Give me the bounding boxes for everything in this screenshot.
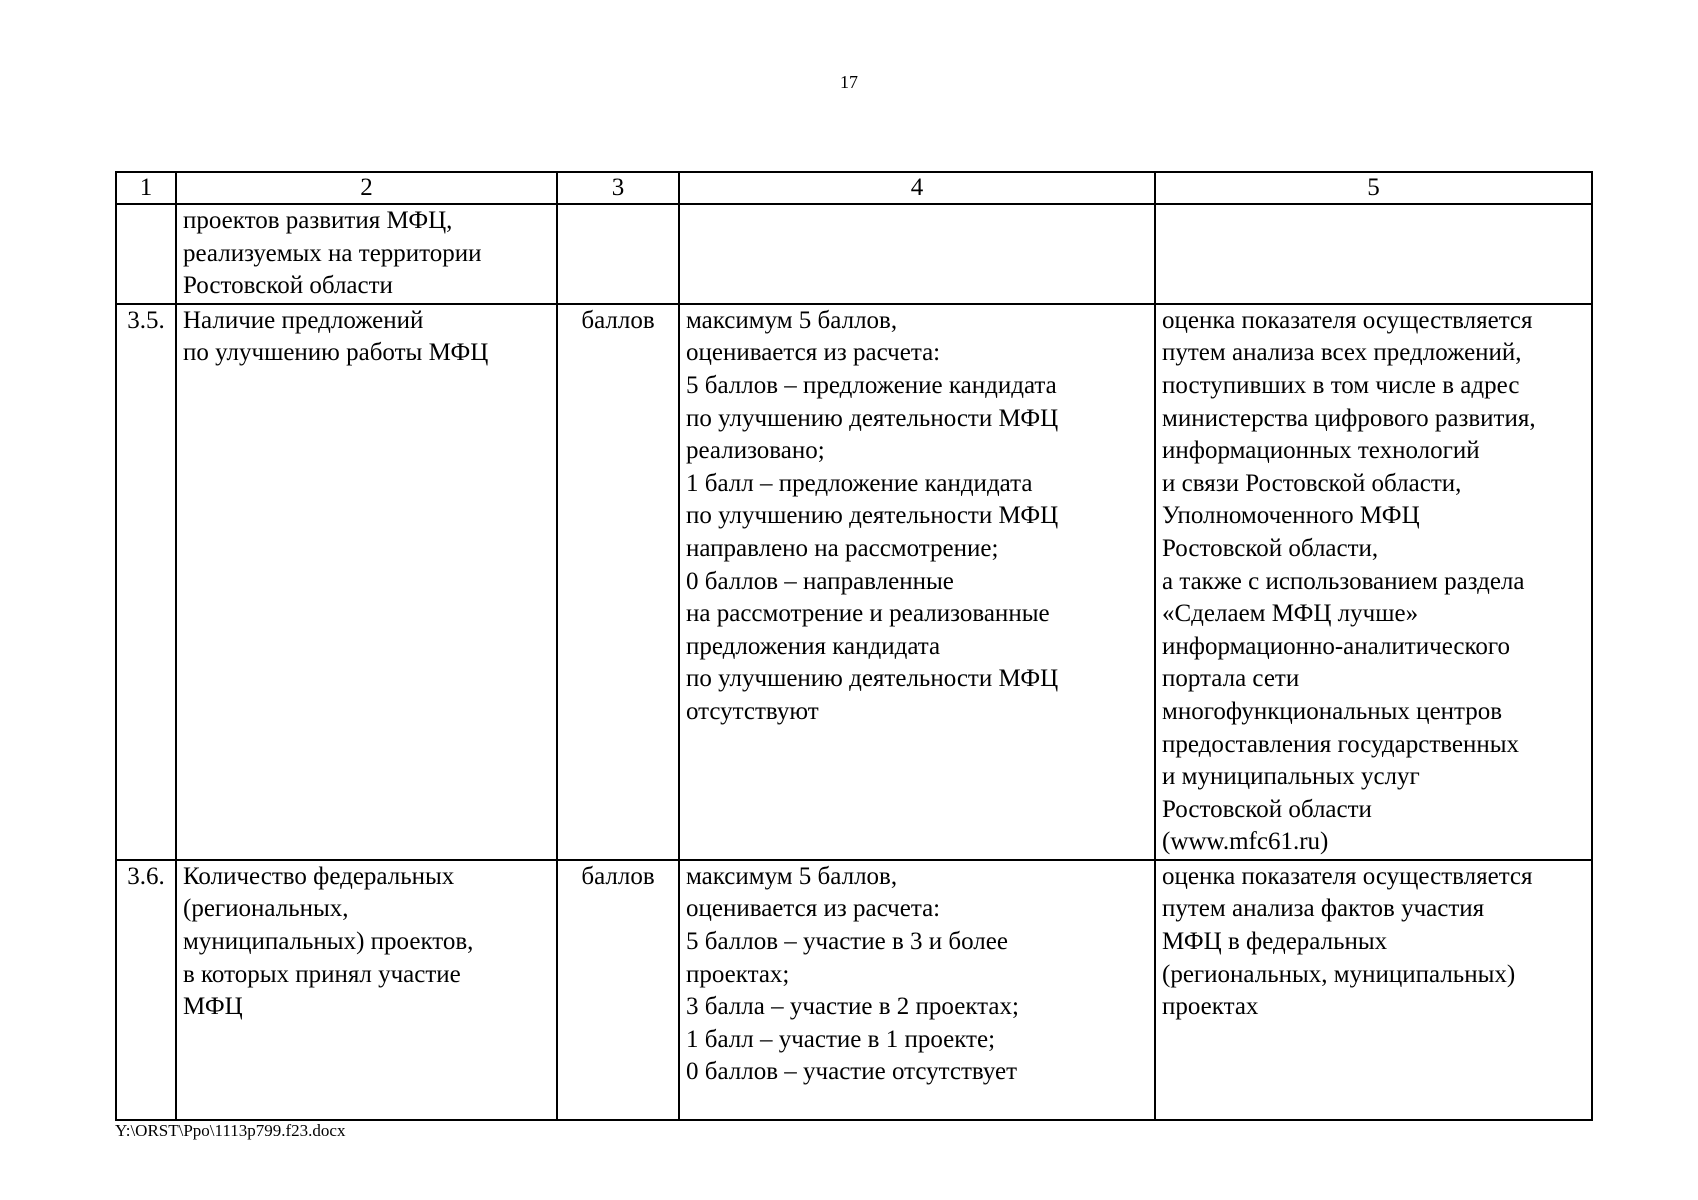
header-cell-5: 5 bbox=[1155, 172, 1592, 204]
row-number-cell: 3.5. bbox=[116, 304, 176, 860]
source-cell bbox=[1155, 204, 1592, 304]
table-row-3-5 bbox=[116, 304, 1592, 860]
indicator-name-cell: Наличие предложений по улучшению работы МФЦ bbox=[176, 304, 557, 860]
header-cell-3: 3 bbox=[557, 172, 679, 204]
unit-cell bbox=[557, 204, 679, 304]
unit-cell: баллов bbox=[557, 860, 679, 1120]
header-cell-1: 1 bbox=[116, 172, 176, 204]
table-row-3-6 bbox=[116, 860, 1592, 1120]
header-cell-2: 2 bbox=[176, 172, 557, 204]
row-number-cell bbox=[116, 204, 176, 304]
header-cell-4: 4 bbox=[679, 172, 1155, 204]
criteria-table bbox=[115, 171, 1593, 1121]
page-number: 17 bbox=[840, 72, 858, 92]
footer-file-path: Y:\ORST\Ppo\1113p799.f23.docx bbox=[115, 1121, 346, 1140]
calculation-cell: максимум 5 баллов, оценивается из расчета: 5 баллов – участие в 3 и более проектах; 3 балла – участие в 2 проектах; 1 балл – участие в 1 проекте; 0 баллов – участие отсутствует bbox=[679, 860, 1155, 1120]
table-row-continuation bbox=[116, 204, 1592, 304]
indicator-name-cell: Количество федеральных (региональных, муниципальных) проектов, в которых принял участие МФЦ bbox=[176, 860, 557, 1120]
source-cell: оценка показателя осуществляется путем анализа фактов участия МФЦ в федеральных (региональных, муниципальных) проектах bbox=[1155, 860, 1592, 1120]
source-cell: оценка показателя осуществляется путем анализа всех предложений, поступивших в том числе в адрес министерства цифрового развития, информационных технологий и связи Ростовской области, Уполномоченного МФЦ Ростовской области, а также с использованием раздела «Сделаем МФЦ лучше» информационно-аналитического портала сети многофункциональных центров предоставления государственных и муниципальных услуг Ростовской области (www.mfc61.ru) bbox=[1155, 304, 1592, 860]
indicator-name-cell: проектов развития МФЦ, реализуемых на территории Ростовской области bbox=[176, 204, 557, 304]
row-number-cell: 3.6. bbox=[116, 860, 176, 1120]
table-header-row bbox=[116, 172, 1592, 204]
calculation-cell: максимум 5 баллов, оценивается из расчета: 5 баллов – предложение кандидата по улучшению деятельности МФЦ реализовано; 1 балл – предложение кандидата по улучшению деятельности МФЦ направлено на рассмотрение; 0 баллов – направленные на рассмотрение и реализованные предложения кандидата по улучшению деятельности МФЦ отсутствуют bbox=[679, 304, 1155, 860]
calculation-cell bbox=[679, 204, 1155, 304]
unit-cell: баллов bbox=[557, 304, 679, 860]
